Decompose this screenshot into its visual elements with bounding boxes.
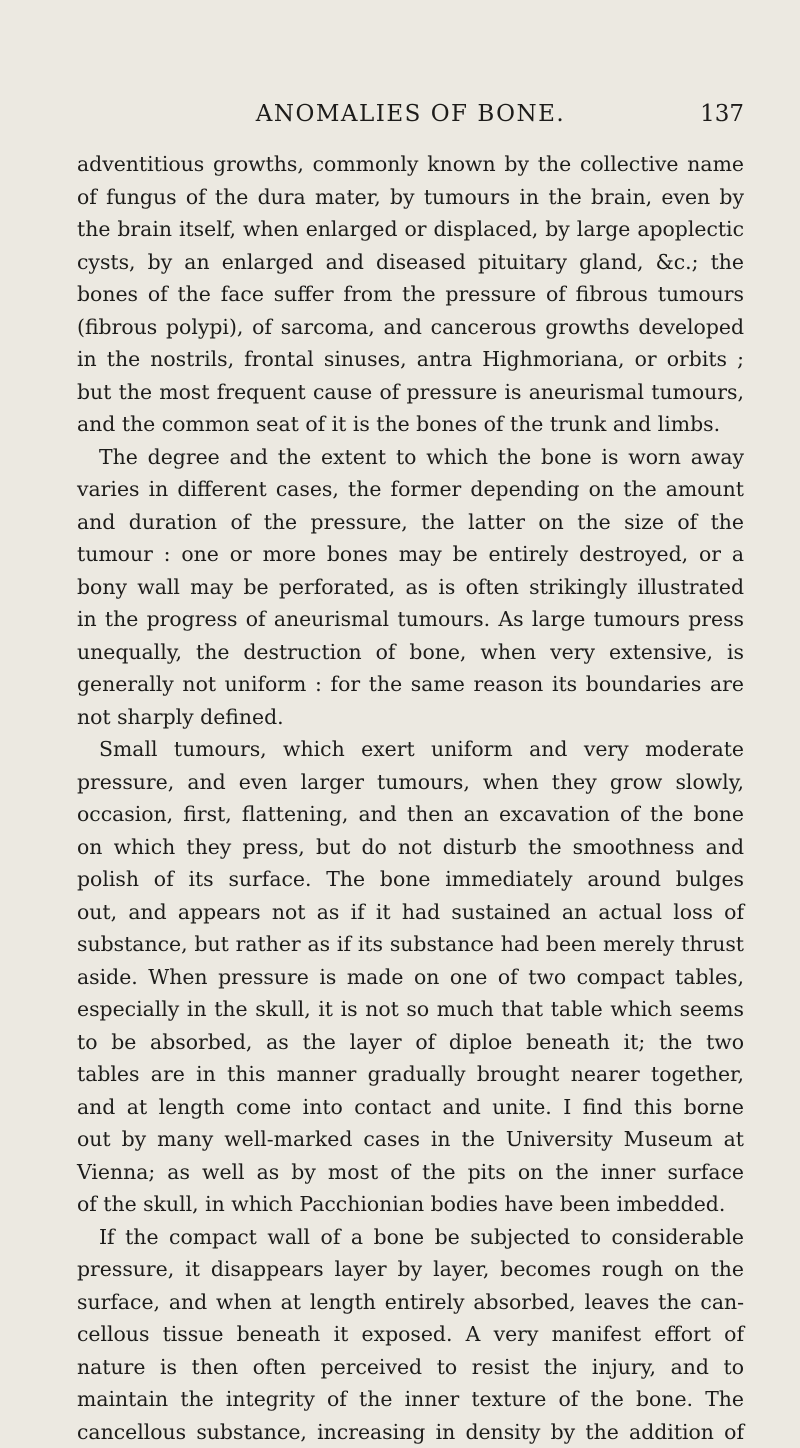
text-line: out, and appears not as if it had sustained an actual loss of	[77, 896, 744, 929]
text-line: the brain itself, when enlarged or displaced, by large apoplectic	[77, 213, 744, 246]
page-number: 137	[700, 96, 744, 132]
text-line: on which they press, but do not disturb the smoothness and	[77, 831, 744, 864]
text-line: especially in the skull, it is not so much that table which seems	[77, 993, 744, 1026]
text-line: adventitious growths, commonly known by the collective name	[77, 148, 744, 181]
text-line: unequally, the destruction of bone, when very extensive, is	[77, 636, 744, 669]
text-line: If the compact wall of a bone be subjected to considerable	[77, 1221, 744, 1254]
text-line: tables are in this manner gradually brought nearer together,	[77, 1058, 744, 1091]
text-line: cellous tissue beneath it exposed. A very manifest effort of	[77, 1318, 744, 1351]
running-head	[77, 96, 744, 132]
text-line: varies in different cases, the former depending on the amount	[77, 473, 744, 506]
text-line: The degree and the extent to which the bone is worn away	[77, 441, 744, 474]
text-line: but the most frequent cause of pressure is aneurismal tumours,	[77, 376, 744, 409]
text-line: and at length come into contact and unite. I find this borne	[77, 1091, 744, 1124]
text-line: nature is then often perceived to resist the injury, and to	[77, 1351, 744, 1384]
text-line: out by many well-marked cases in the University Museum at	[77, 1123, 744, 1156]
text-line: cancellous substance, increasing in density by the addition of	[77, 1416, 744, 1448]
body-text	[77, 148, 744, 1448]
text-line: occasion, first, flattening, and then an excavation of the bone	[77, 798, 744, 831]
text-line: substance, but rather as if its substance had been merely thrust	[77, 928, 744, 961]
text-line: surface, and when at length entirely absorbed, leaves the can-	[77, 1286, 744, 1319]
text-line: maintain the integrity of the inner texture of the bone. The	[77, 1383, 744, 1416]
text-line: and duration of the pressure, the latter on the size of the	[77, 506, 744, 539]
text-line: (fibrous polypi), of sarcoma, and cancerous growths developed	[77, 311, 744, 344]
text-line: to be absorbed, as the layer of diploe beneath it; the two	[77, 1026, 744, 1059]
text-line: tumour : one or more bones may be entirely destroyed, or a	[77, 538, 744, 571]
text-line: aside. When pressure is made on one of two compact tables,	[77, 961, 744, 994]
text-line: pressure, it disappears layer by layer, becomes rough on the	[77, 1253, 744, 1286]
text-line: bones of the face suffer from the pressure of fibrous tumours	[77, 278, 744, 311]
text-line: of fungus of the dura mater, by tumours in the brain, even by	[77, 181, 744, 214]
text-line: pressure, and even larger tumours, when they grow slowly,	[77, 766, 744, 799]
text-line: generally not uniform : for the same reason its boundaries are	[77, 668, 744, 701]
text-line: in the progress of aneurismal tumours. As large tumours press	[77, 603, 744, 636]
text-line: of the skull, in which Pacchionian bodies have been imbedded.	[77, 1188, 744, 1221]
text-line: bony wall may be perforated, as is often strikingly illustrated	[77, 571, 744, 604]
running-title: ANOMALIES OF BONE.	[77, 96, 744, 132]
text-line: cysts, by an enlarged and diseased pituitary gland, &c.; the	[77, 246, 744, 279]
text-line: Small tumours, which exert uniform and very moderate	[77, 733, 744, 766]
text-line: not sharply defined.	[77, 701, 744, 734]
text-line: and the common seat of it is the bones of the trunk and limbs.	[77, 408, 744, 441]
text-line: in the nostrils, frontal sinuses, antra Highmoriana, or orbits ;	[77, 343, 744, 376]
text-line: polish of its surface. The bone immediately around bulges	[77, 863, 744, 896]
text-line: Vienna; as well as by most of the pits on the inner surface	[77, 1156, 744, 1189]
